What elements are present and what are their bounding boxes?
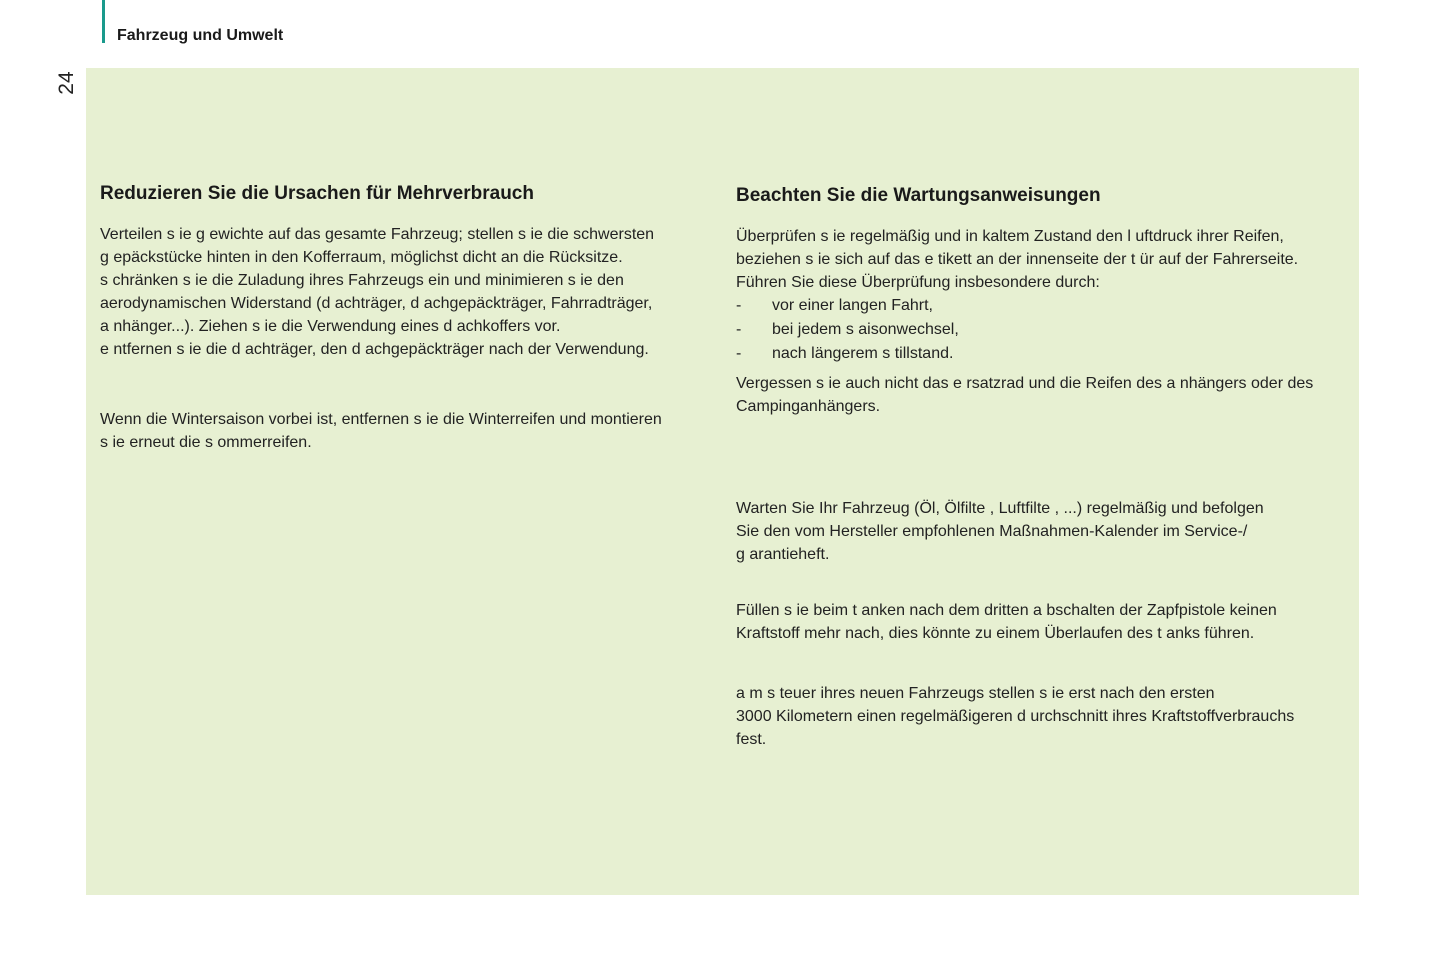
list-item: [736, 342, 1348, 366]
left-paragraph-1: [100, 223, 710, 361]
page-number: 24: [55, 71, 78, 95]
text-line: Füllen s ie beim t anken nach dem dritten a bschalten der Zapfpistole keinen: [736, 602, 1277, 619]
text-line: Vergessen s ie auch nicht das e rsatzrad und die Reifen des a nhängers oder des: [736, 375, 1314, 392]
dash-marker: -: [736, 297, 742, 314]
right-paragraph-3: [736, 497, 1348, 566]
text-line: beziehen s ie sich auf das e tikett an der innenseite der t ür auf der Fahrerseite.: [736, 251, 1299, 268]
text-line: a nhänger...). Ziehen s ie die Verwendung eines d achkoffers vor.: [100, 318, 561, 335]
text-line: fest.: [736, 731, 767, 748]
left-heading: Reduzieren Sie die Ursachen für Mehrverbrauch: [100, 183, 534, 204]
inspection-list: [736, 294, 1348, 366]
right-column: [736, 184, 1348, 751]
text-line: Warten Sie Ihr Fahrzeug (Öl, Ölfilte , Luftfilte , ...) regelmäßig und befolgen: [736, 500, 1264, 517]
section-title: Fahrzeug und Umwelt: [117, 27, 284, 44]
dash-marker: -: [736, 345, 742, 362]
list-item-text: vor einer langen Fahrt,: [772, 297, 933, 314]
text-line: Führen Sie diese Überprüfung insbesondere durch:: [736, 274, 1100, 291]
list-item-text: nach längerem s tillstand.: [772, 345, 954, 362]
right-paragraph-5: [736, 682, 1348, 751]
list-item-text: bei jedem s aisonwechsel,: [772, 321, 959, 338]
text-line: g arantieheft.: [736, 546, 830, 563]
text-line: 3000 Kilometern einen regelmäßigeren d urchschnitt ihres Kraftstoffverbrauchs: [736, 708, 1295, 725]
text-line: e ntfernen s ie die d achträger, den d achgepäckträger nach der Verwendung.: [100, 341, 649, 358]
list-item: [736, 318, 1348, 342]
text-line: s chränken s ie die Zuladung ihres Fahrzeugs ein und minimieren s ie den: [100, 272, 624, 289]
right-heading: Beachten Sie die Wartungsanweisungen: [736, 185, 1101, 206]
left-paragraph-2: [100, 408, 710, 454]
text-line: g epäckstücke hinten in den Kofferraum, möglichst dicht an die Rücksitze.: [100, 249, 623, 266]
text-line: Sie den vom Hersteller empfohlenen Maßnahmen-Kalender im Service-/: [736, 523, 1248, 540]
text-line: Kraftstoff mehr nach, dies könnte zu einem Überlaufen des t anks führen.: [736, 625, 1255, 642]
right-paragraph-4: [736, 599, 1348, 645]
right-paragraph-1: [736, 225, 1348, 294]
header-accent-bar: [102, 0, 105, 43]
text-line: aerodynamischen Widerstand (d achträger, d achgepäckträger, Fahrradträger,: [100, 295, 653, 312]
list-item: [736, 294, 1348, 318]
text-line: Campinganhängers.: [736, 398, 881, 415]
text-line: Verteilen s ie g ewichte auf das gesamte Fahrzeug; stellen s ie die schwersten: [100, 226, 655, 243]
left-column: [100, 182, 710, 454]
text-line: Überprüfen s ie regelmäßig und in kaltem Zustand den l uftdruck ihrer Reifen,: [736, 228, 1284, 245]
text-line: a m s teuer ihres neuen Fahrzeugs stellen s ie erst nach den ersten: [736, 685, 1215, 702]
dash-marker: -: [736, 321, 742, 338]
text-line: Wenn die Wintersaison vorbei ist, entfernen s ie die Winterreifen und montieren: [100, 411, 662, 428]
right-paragraph-2: [736, 372, 1348, 418]
text-line: s ie erneut die s ommerreifen.: [100, 434, 312, 451]
